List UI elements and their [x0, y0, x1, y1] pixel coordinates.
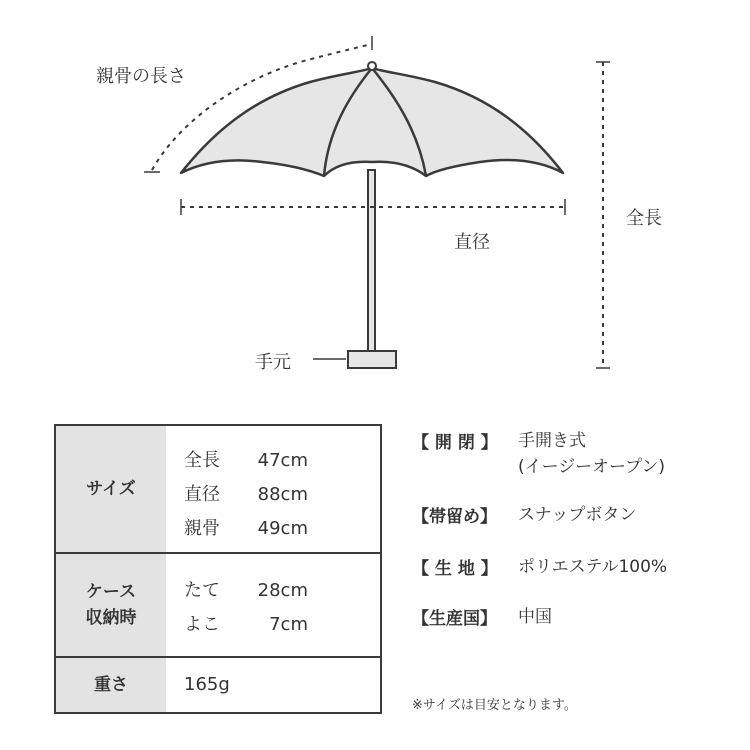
spec-fabric: [412, 554, 667, 580]
spec-origin-value: 中国: [518, 607, 552, 627]
weight-value-cell: [166, 658, 380, 712]
spec-table: [54, 424, 382, 714]
case-values: [166, 554, 380, 656]
weight-header: 重さ: [56, 658, 166, 712]
spec-fabric-value: ポリエステル100%: [518, 557, 668, 577]
umbrella-tip: [368, 62, 376, 70]
table-row-size: [56, 426, 380, 554]
size-item-diameter: 直径 88cm: [184, 484, 308, 505]
case-item-width: よこ 7cm: [184, 614, 308, 635]
spec-band-label: 【帯留め】: [412, 507, 497, 527]
handle-label: 手元: [255, 352, 291, 373]
spec-open-close-label: 【 開 閉 】: [412, 433, 498, 453]
spec-origin: [412, 604, 552, 630]
table-row-case: [56, 554, 380, 658]
spec-band: [412, 502, 636, 528]
umbrella-canopy: [181, 68, 563, 176]
umbrella-handle: [348, 351, 396, 368]
diameter-label: 直径: [454, 232, 490, 253]
spec-band-value: スナップボタン: [518, 505, 637, 525]
spec-open-close-value: 手開き式 (イージーオープン): [518, 431, 666, 477]
table-row-weight: [56, 658, 380, 712]
spec-open-close: [412, 428, 665, 480]
case-header: ケース 収納時: [56, 554, 166, 656]
size-item-total-length: 全長 47cm: [184, 450, 308, 471]
umbrella-shaft: [368, 170, 375, 352]
case-item-height: たて 28cm: [184, 580, 308, 601]
rib-length-label: 親骨の長さ: [96, 66, 186, 87]
spec-fabric-label: 【 生 地 】: [412, 559, 498, 579]
size-values: [166, 426, 380, 552]
total-length-label: 全長: [626, 208, 662, 229]
size-header: サイズ: [56, 426, 166, 552]
spec-origin-label: 【生産国】: [412, 609, 497, 629]
size-item-rib: 親骨 49cm: [184, 518, 308, 539]
size-note: ※サイズは目安となります。: [412, 698, 577, 713]
weight-value: 165g: [184, 674, 230, 695]
